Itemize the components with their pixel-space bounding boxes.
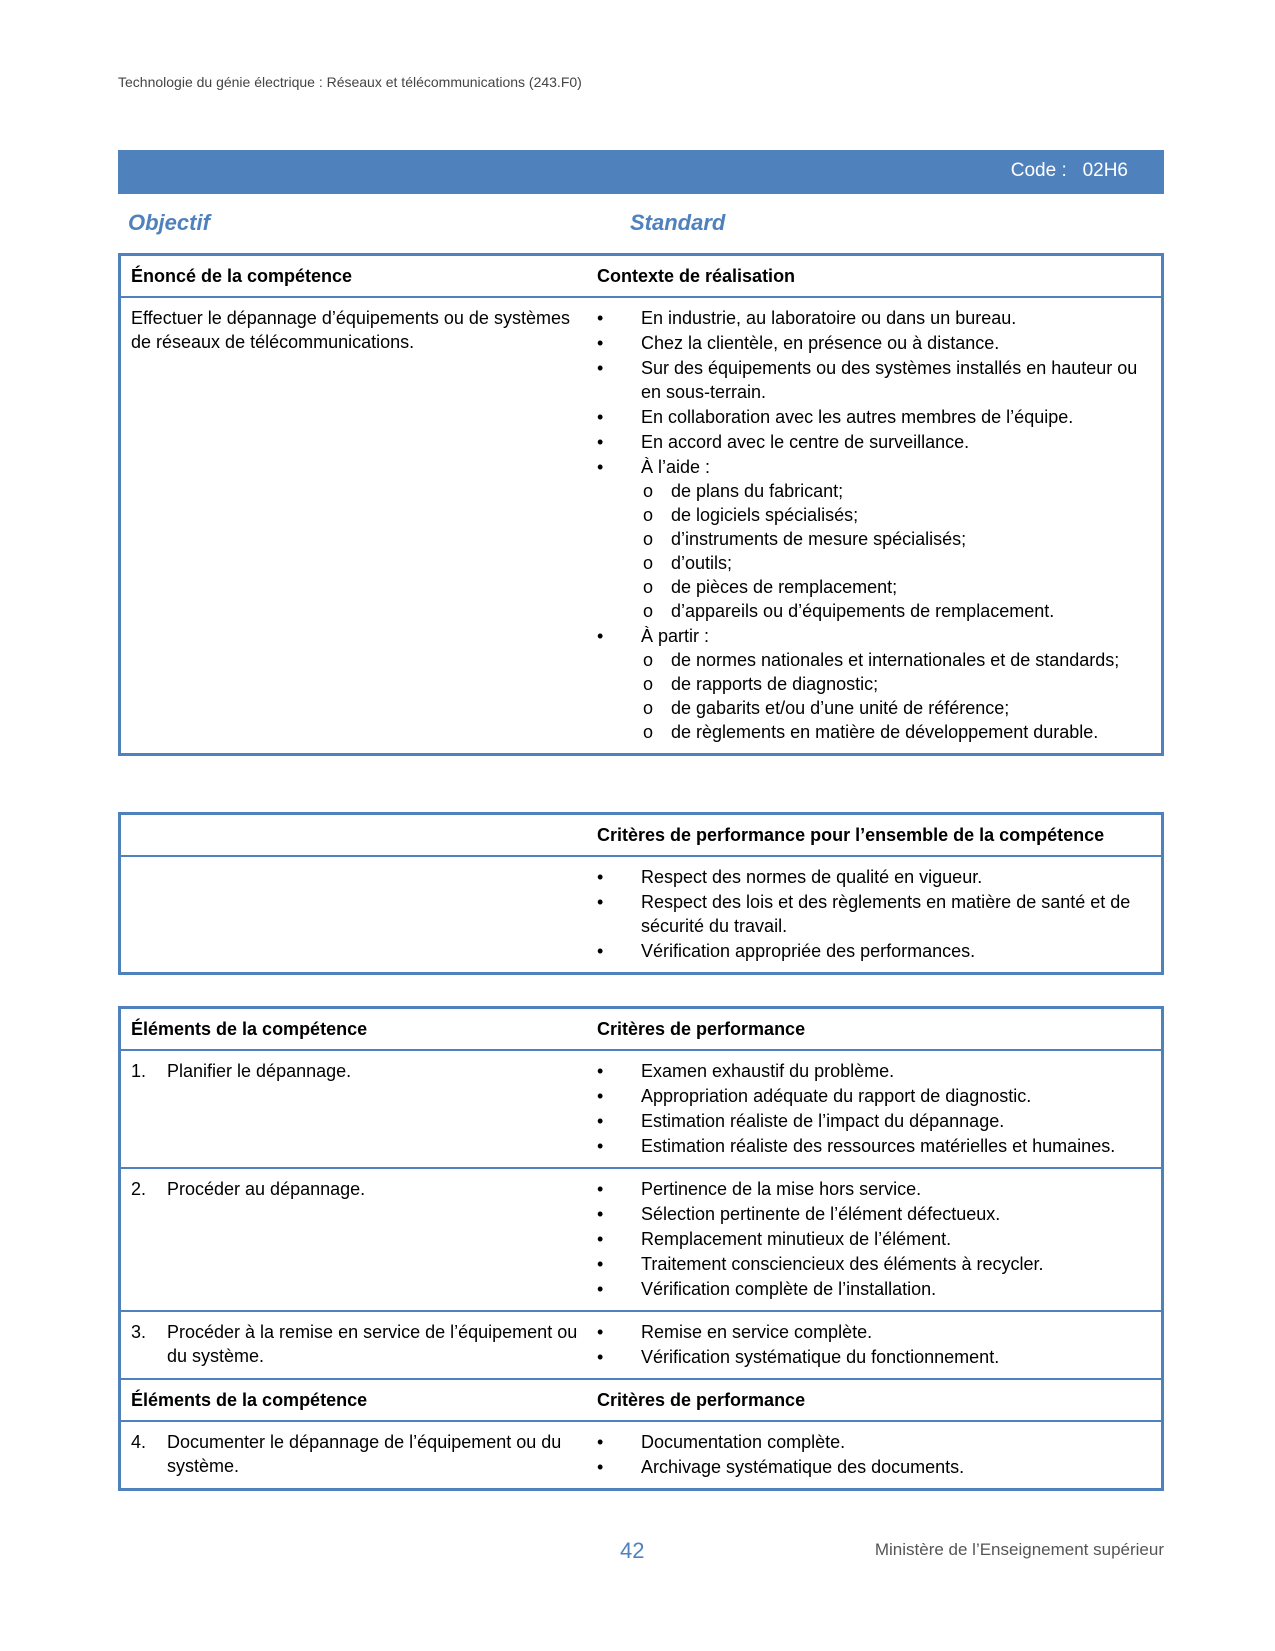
empty-cell: [121, 815, 589, 855]
list-item: • Remplacement minutieux de l’élément.: [597, 1229, 952, 1249]
page-footer: [118, 1538, 1164, 1568]
list-item: • Estimation réaliste des ressources matérielles et humaines.: [597, 1136, 1116, 1156]
table-row: [121, 1420, 1161, 1488]
element-item: 3. Procéder à la remise en service de l’équipement ou du système.: [131, 1322, 578, 1366]
table-row: [121, 1310, 1161, 1378]
list-item: • À l’aide : o de plans du fabricant; o de logiciels spécialisés; o d’instruments de mesure spécialisés; o d’outils; o de pièces de remplacement; o d’appareils ou d’équipements de remplacement.: [597, 455, 1147, 623]
element-item: 2. Procéder au dépannage.: [131, 1179, 366, 1199]
list-item: • En industrie, au laboratoire ou dans un bureau.: [597, 308, 1017, 328]
overall-criteria-header: Critères de performance pour l’ensemble de la compétence: [597, 825, 1105, 845]
element-cell: [121, 1169, 589, 1310]
table-row: [121, 296, 1161, 753]
criteria-header: Critères de performance: [597, 1390, 806, 1410]
sublist-item: o de règlements en matière de développement durable.: [643, 722, 1099, 742]
list-item: • Examen exhaustif du problème.: [597, 1061, 895, 1081]
context-list: [597, 306, 1147, 744]
table-header-row: [121, 815, 1161, 855]
list-item: • Sur des équipements ou des systèmes installés en hauteur ou en sous-terrain.: [597, 358, 1138, 402]
code-bar: [118, 150, 1164, 194]
criteria-list: [597, 1177, 1147, 1301]
sublist-item: o de pièces de remplacement;: [643, 577, 898, 597]
competency-context-table: [118, 253, 1164, 756]
sublist-item: o de logiciels spécialisés;: [643, 505, 859, 525]
elements-criteria-table: [118, 1006, 1164, 1491]
tools-sublist: [597, 479, 1147, 623]
list-item: • Respect des normes de qualité en vigueur.: [597, 867, 983, 887]
criteria-list: [597, 1059, 1147, 1158]
empty-cell: [121, 857, 589, 972]
overall-criteria-cell: [589, 857, 1161, 972]
element-item: 4. Documenter le dépannage de l’équipement ou du système.: [131, 1432, 562, 1476]
list-item: • Pertinence de la mise hors service.: [597, 1179, 922, 1199]
elements-header: Éléments de la compétence: [131, 1390, 368, 1410]
list-item: • Appropriation adéquate du rapport de diagnostic.: [597, 1086, 1032, 1106]
table-row: [121, 855, 1161, 972]
overall-criteria-table: [118, 812, 1164, 975]
list-item: • Traitement consciencieux des éléments à recycler.: [597, 1254, 1044, 1274]
list-item: • Respect des lois et des règlements en matière de santé et de sécurité du travail.: [597, 892, 1131, 936]
list-item: • Archivage systématique des documents.: [597, 1457, 965, 1477]
criteria-list: [597, 1320, 1147, 1369]
list-item: • Vérification appropriée des performances.: [597, 941, 976, 961]
context-header: Contexte de réalisation: [597, 266, 796, 286]
context-list-cell: [589, 298, 1161, 753]
ministry-name: Ministère de l’Enseignement supérieur: [874, 1540, 1164, 1559]
competency-code: [1011, 160, 1128, 182]
criteria-cell: [589, 1312, 1161, 1378]
list-item: • Vérification complète de l’installation.: [597, 1279, 937, 1299]
list-item: • En collaboration avec les autres membres de l’équipe.: [597, 407, 1074, 427]
sublist-item: o de plans du fabricant;: [643, 481, 844, 501]
sublist-item: o de normes nationales et internationales et de standards;: [643, 650, 1120, 670]
element-item: 1. Planifier le dépannage.: [131, 1061, 352, 1081]
table-row: [121, 1167, 1161, 1310]
sublist-item: o d’appareils ou d’équipements de remplacement.: [643, 601, 1055, 621]
objectif-label: Objectif: [128, 210, 210, 235]
list-item: • Remise en service complète.: [597, 1322, 873, 1342]
criteria-cell: [589, 1422, 1161, 1488]
criteria-list: [597, 1430, 1147, 1479]
criteria-header: Critères de performance: [597, 1019, 806, 1039]
standard-label: Standard: [630, 210, 726, 235]
table-header-row: [121, 1009, 1161, 1049]
list-item: • Sélection pertinente de l’élément défectueux.: [597, 1204, 1001, 1224]
running-title: Technologie du génie électrique : Réseaux et télécommunications (243.F0): [118, 74, 582, 90]
sublist-item: o d’instruments de mesure spécialisés;: [643, 529, 967, 549]
competency-statement-header: Énoncé de la compétence: [131, 266, 353, 286]
element-cell: [121, 1422, 589, 1488]
element-cell: [121, 1051, 589, 1167]
overall-criteria-list: [597, 865, 1147, 963]
sublist-item: o de gabarits et/ou d’une unité de référence;: [643, 698, 1010, 718]
list-item: • Documentation complète.: [597, 1432, 846, 1452]
code-label: Code :: [1010, 160, 1067, 181]
page-number: 42: [620, 1538, 645, 1563]
section-labels: [128, 210, 1158, 238]
criteria-cell: [589, 1051, 1161, 1167]
competency-statement: Effectuer le dépannage d’équipements ou de systèmes de réseaux de télécommunications.: [131, 308, 570, 352]
list-item: • En accord avec le centre de surveillance.: [597, 432, 970, 452]
sublist-item: o de rapports de diagnostic;: [643, 674, 879, 694]
table-row: [121, 1049, 1161, 1167]
table-header-row: [121, 1378, 1161, 1420]
list-item: • Estimation réaliste de l’impact du dépannage.: [597, 1111, 1005, 1131]
criteria-cell: [589, 1169, 1161, 1310]
list-item: • Chez la clientèle, en présence ou à distance.: [597, 333, 1000, 353]
sources-sublist: [597, 648, 1147, 744]
elements-header: Éléments de la compétence: [131, 1019, 368, 1039]
list-item: • Vérification systématique du fonctionnement.: [597, 1347, 1000, 1367]
table-header-row: [121, 256, 1161, 296]
code-value: 02H6: [1082, 160, 1128, 181]
sublist-item: o d’outils;: [643, 553, 733, 573]
element-cell: [121, 1312, 589, 1378]
list-item: • À partir : o de normes nationales et internationales et de standards; o de rapports de diagnostic; o de gabarits et/ou d’une unité de référence; o de règlements en matière de développement durable.: [597, 624, 1147, 744]
